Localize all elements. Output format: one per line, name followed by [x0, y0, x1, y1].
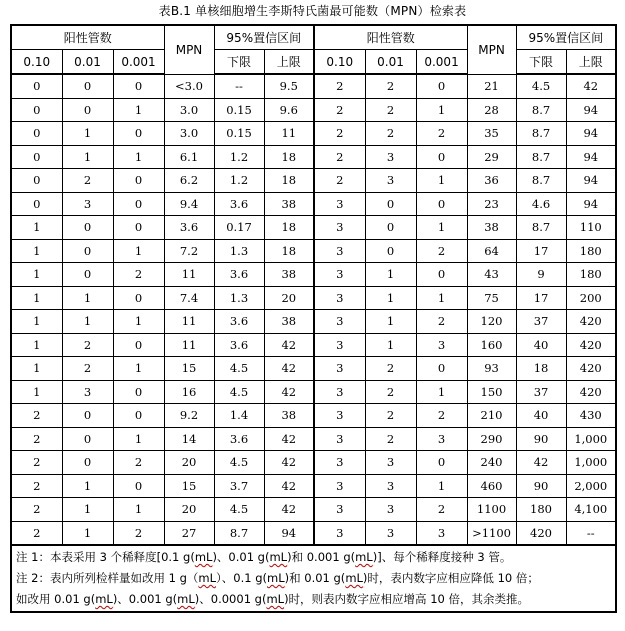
ci-upper-cell: 1,000 [566, 451, 616, 475]
ci-header: 95%置信区间 [214, 25, 314, 50]
table-row [11, 380, 616, 404]
tubes-0.01-cell: 3 [365, 498, 416, 522]
note-2: 注 2：表内所列检样量如改用 1 g（mL）、0.1 g(mL)和 0.01 g(mL)时，表内数字应相应降低 10 倍； [16, 571, 539, 585]
tubes-0.001-cell: 1 [416, 380, 467, 404]
mpn-value-cell: 35 [467, 122, 516, 146]
ci-lower-cell: 8.7 [214, 521, 264, 545]
tubes-0.001-cell: 0 [416, 357, 467, 381]
mpn-value-cell: 16 [164, 380, 214, 404]
ci-lower-cell: 1.2 [214, 169, 264, 193]
ci-upper-cell: 20 [264, 286, 314, 310]
tubes-0.10-cell: 3 [314, 427, 365, 451]
tubes-0.001-cell: 2 [416, 122, 467, 146]
ci-lower-cell: 9 [516, 263, 566, 287]
tubes-0.001-cell: 1 [416, 216, 467, 240]
table-row [11, 474, 616, 498]
ci-lower-cell: 17 [516, 239, 566, 263]
ci-upper-cell: 420 [566, 380, 616, 404]
ci-lower-cell: 4.5 [214, 498, 264, 522]
ci-upper-cell: 430 [566, 404, 616, 428]
ci-upper-cell: 94 [566, 169, 616, 193]
mpn-value-cell: 11 [164, 263, 214, 287]
tubes-0.001-cell: 3 [416, 521, 467, 545]
tubes-0.01-cell: 2 [365, 380, 416, 404]
tubes-0.01-cell: 0 [62, 239, 113, 263]
tubes-0.01-cell: 3 [62, 192, 113, 216]
mpn-value-cell: 3.6 [164, 216, 214, 240]
ci-lower-cell: 0.15 [214, 98, 264, 122]
ci-lower-cell: 4.6 [516, 192, 566, 216]
mpn-value-cell: 15 [164, 357, 214, 381]
lower-limit-header: 下限 [516, 50, 566, 75]
mpn-value-cell: 28 [467, 98, 516, 122]
tubes-0.01-cell: 0 [365, 239, 416, 263]
tubes-0.10-cell: 0 [11, 169, 62, 193]
ci-lower-cell: 3.6 [214, 263, 264, 287]
tubes-0.10-cell: 2 [11, 427, 62, 451]
tubes-0.10-cell: 3 [314, 474, 365, 498]
table-row [11, 74, 616, 98]
mpn-value-cell: 36 [467, 169, 516, 193]
mpn-value-cell: 64 [467, 239, 516, 263]
ci-lower-cell: -- [214, 74, 264, 98]
ci-lower-cell: 3.6 [214, 427, 264, 451]
tubes-0.001-cell: 0 [113, 74, 164, 98]
tubes-0.001-cell: 1 [113, 239, 164, 263]
ci-lower-cell: 17 [516, 286, 566, 310]
table-row [11, 404, 616, 428]
tubes-0.001-cell: 2 [113, 451, 164, 475]
ci-upper-cell: 38 [264, 310, 314, 334]
tubes-0.10-cell: 1 [11, 286, 62, 310]
header-row-1 [11, 25, 616, 50]
ci-lower-cell: 40 [516, 404, 566, 428]
tubes-0.01-cell: 2 [365, 98, 416, 122]
ci-lower-cell: 4.5 [214, 357, 264, 381]
ci-lower-cell: 3.6 [214, 333, 264, 357]
note-1: 注 1：本表采用 3 个稀释度[0.1 g(mL)、0.01 g(mL)和 0.001 g(mL)]、每个稀释度接种 3 管。 [16, 550, 512, 564]
ci-lower-cell: 42 [516, 451, 566, 475]
tubes-0.001-cell: 2 [416, 310, 467, 334]
tubes-0.001-cell: 1 [113, 145, 164, 169]
tubes-0.10-cell: 3 [314, 451, 365, 475]
tubes-0.10-cell: 0 [11, 74, 62, 98]
tubes-0.01-cell: 3 [365, 145, 416, 169]
tubes-0.10-cell: 0 [11, 145, 62, 169]
tubes-0.10-cell: 3 [314, 333, 365, 357]
tubes-0.10-cell: 3 [314, 286, 365, 310]
mpn-value-cell: 1100 [467, 498, 516, 522]
ci-upper-cell: 94 [566, 122, 616, 146]
mpn-value-cell: 7.2 [164, 239, 214, 263]
tubes-0.01-cell: 2 [365, 357, 416, 381]
tubes-0.001-cell: 0 [416, 74, 467, 98]
upper-limit-header: 上限 [264, 50, 314, 75]
mpn-value-cell: 38 [467, 216, 516, 240]
mpn-value-cell: 3.0 [164, 122, 214, 146]
tubes-0.10-cell: 1 [11, 357, 62, 381]
tubes-0.10-cell: 0 [11, 192, 62, 216]
tubes-0.001-cell: 0 [113, 474, 164, 498]
mpn-value-cell: 27 [164, 521, 214, 545]
ci-upper-cell: 38 [264, 404, 314, 428]
ci-lower-cell: 90 [516, 474, 566, 498]
mpn-value-cell: 11 [164, 310, 214, 334]
tubes-0.10-cell: 3 [314, 357, 365, 381]
ci-upper-cell: 94 [566, 98, 616, 122]
tubes-0.10-cell: 2 [11, 521, 62, 545]
tubes-0.01-cell: 0 [365, 216, 416, 240]
table-row [11, 498, 616, 522]
mpn-value-cell: 15 [164, 474, 214, 498]
tubes-0.01-cell: 1 [365, 333, 416, 357]
ci-lower-cell: 8.7 [516, 98, 566, 122]
ci-upper-cell: 420 [566, 310, 616, 334]
ci-header: 95%置信区间 [516, 25, 616, 50]
ci-upper-cell: 200 [566, 286, 616, 310]
ci-lower-cell: 8.7 [516, 122, 566, 146]
tubes-0.10-cell: 2 [314, 122, 365, 146]
ci-lower-cell: 37 [516, 310, 566, 334]
ci-upper-cell: 18 [264, 216, 314, 240]
ci-upper-cell: 42 [264, 474, 314, 498]
tubes-0.001-cell: 0 [113, 286, 164, 310]
mpn-value-cell: 6.2 [164, 169, 214, 193]
tubes-0.01-cell: 2 [62, 333, 113, 357]
tubes-0.10-cell: 1 [11, 333, 62, 357]
tubes-0.01-cell: 0 [62, 98, 113, 122]
ci-upper-cell: 38 [264, 263, 314, 287]
ci-lower-cell: 1.3 [214, 239, 264, 263]
ci-upper-cell: 42 [566, 74, 616, 98]
upper-limit-header: 上限 [566, 50, 616, 75]
tubes-0.01-cell: 1 [62, 498, 113, 522]
tubes-0.01-cell: 1 [62, 122, 113, 146]
table-notes [11, 545, 616, 612]
mpn-value-cell: 20 [164, 498, 214, 522]
table-row [11, 521, 616, 545]
tubes-0.01-cell: 1 [62, 310, 113, 334]
table-row [11, 192, 616, 216]
tubes-0.001-cell: 1 [113, 427, 164, 451]
tubes-0.01-cell: 2 [365, 74, 416, 98]
notes-row [11, 545, 616, 612]
ci-upper-cell: 42 [264, 380, 314, 404]
ci-upper-cell: 42 [264, 427, 314, 451]
tubes-0.001-cell: 0 [416, 145, 467, 169]
ci-lower-cell: 8.7 [516, 169, 566, 193]
tubes-0.001-cell: 0 [113, 192, 164, 216]
ci-lower-cell: 3.6 [214, 310, 264, 334]
tubes-0.10-cell: 1 [11, 216, 62, 240]
tubes-0.001-cell: 2 [416, 239, 467, 263]
mpn-header: MPN [467, 25, 516, 74]
tubes-0.001-cell: 0 [113, 404, 164, 428]
tubes-0.01-cell: 1 [365, 310, 416, 334]
dilution-header: 0.001 [113, 50, 164, 75]
tubes-0.01-cell: 3 [365, 169, 416, 193]
tubes-0.001-cell: 0 [113, 380, 164, 404]
tubes-0.10-cell: 1 [11, 310, 62, 334]
mpn-value-cell: 120 [467, 310, 516, 334]
dilution-header: 0.01 [365, 50, 416, 75]
ci-upper-cell: 42 [264, 498, 314, 522]
tubes-0.001-cell: 2 [113, 263, 164, 287]
tubes-0.10-cell: 3 [314, 239, 365, 263]
mpn-value-cell: 160 [467, 333, 516, 357]
tubes-0.001-cell: 0 [416, 451, 467, 475]
tubes-0.01-cell: 0 [365, 192, 416, 216]
mpn-value-cell: 7.4 [164, 286, 214, 310]
tubes-0.10-cell: 3 [314, 263, 365, 287]
mpn-value-cell: 6.1 [164, 145, 214, 169]
ci-upper-cell: 94 [566, 192, 616, 216]
tubes-0.01-cell: 1 [62, 521, 113, 545]
tubes-0.10-cell: 2 [314, 169, 365, 193]
tubes-0.01-cell: 1 [62, 286, 113, 310]
tubes-0.10-cell: 3 [314, 192, 365, 216]
note-2-continued: 如改用 0.01 g(mL)、0.001 g(mL)、0.0001 g(mL)时，则表内数字应相应增高 10 倍，其余类推。 [16, 592, 529, 606]
tubes-0.10-cell: 3 [314, 404, 365, 428]
ci-upper-cell: -- [566, 521, 616, 545]
tubes-0.001-cell: 1 [416, 98, 467, 122]
table-row [11, 451, 616, 475]
tubes-0.001-cell: 3 [416, 427, 467, 451]
tubes-0.001-cell: 1 [113, 310, 164, 334]
ci-upper-cell: 9.5 [264, 74, 314, 98]
mpn-value-cell: 21 [467, 74, 516, 98]
table-row [11, 239, 616, 263]
mpn-value-cell: 23 [467, 192, 516, 216]
table-title: 表B.1 单核细胞增生李斯特氏菌最可能数（MPN）检索表 [158, 4, 467, 18]
mpn-value-cell: 14 [164, 427, 214, 451]
mpn-value-cell: 75 [467, 286, 516, 310]
tubes-0.10-cell: 0 [11, 98, 62, 122]
tubes-0.10-cell: 2 [314, 98, 365, 122]
tubes-0.01-cell: 3 [62, 380, 113, 404]
ci-lower-cell: 37 [516, 380, 566, 404]
tubes-0.001-cell: 1 [113, 357, 164, 381]
tubes-0.001-cell: 0 [113, 169, 164, 193]
tubes-0.001-cell: 2 [416, 498, 467, 522]
tubes-0.10-cell: 3 [314, 498, 365, 522]
mpn-value-cell: 210 [467, 404, 516, 428]
tubes-0.001-cell: 3 [416, 333, 467, 357]
tubes-0.10-cell: 3 [314, 380, 365, 404]
tubes-0.10-cell: 2 [314, 145, 365, 169]
ci-lower-cell: 0.17 [214, 216, 264, 240]
tubes-0.01-cell: 1 [62, 474, 113, 498]
ci-upper-cell: 1,000 [566, 427, 616, 451]
tubes-0.01-cell: 3 [365, 474, 416, 498]
tubes-0.10-cell: 3 [314, 521, 365, 545]
tubes-0.01-cell: 2 [365, 427, 416, 451]
tubes-0.001-cell: 2 [416, 404, 467, 428]
table-row [11, 122, 616, 146]
table-row [11, 263, 616, 287]
table-row [11, 286, 616, 310]
mpn-value-cell: 11 [164, 333, 214, 357]
tubes-0.001-cell: 0 [416, 192, 467, 216]
ci-lower-cell: 18 [516, 357, 566, 381]
ci-lower-cell: 4.5 [214, 451, 264, 475]
ci-lower-cell: 3.7 [214, 474, 264, 498]
mpn-value-cell: 29 [467, 145, 516, 169]
tubes-0.01-cell: 2 [365, 122, 416, 146]
ci-upper-cell: 18 [264, 169, 314, 193]
table-row [11, 427, 616, 451]
tubes-0.10-cell: 3 [314, 216, 365, 240]
ci-lower-cell: 1.4 [214, 404, 264, 428]
ci-upper-cell: 420 [566, 333, 616, 357]
tubes-0.001-cell: 2 [113, 521, 164, 545]
tubes-0.01-cell: 3 [365, 521, 416, 545]
lower-limit-header: 下限 [214, 50, 264, 75]
header-row-2 [11, 50, 616, 75]
table-row [11, 310, 616, 334]
tubes-0.01-cell: 2 [365, 404, 416, 428]
ci-lower-cell: 3.6 [214, 192, 264, 216]
ci-lower-cell: 8.7 [516, 216, 566, 240]
ci-upper-cell: 180 [566, 239, 616, 263]
ci-upper-cell: 42 [264, 333, 314, 357]
tubes-0.01-cell: 0 [62, 427, 113, 451]
table-row [11, 169, 616, 193]
ci-upper-cell: 18 [264, 145, 314, 169]
mpn-value-cell: 20 [164, 451, 214, 475]
mpn-value-cell: 9.2 [164, 404, 214, 428]
tubes-0.10-cell: 0 [11, 122, 62, 146]
tubes-0.01-cell: 0 [62, 216, 113, 240]
ci-upper-cell: 18 [264, 239, 314, 263]
mpn-value-cell: 150 [467, 380, 516, 404]
ci-upper-cell: 110 [566, 216, 616, 240]
tubes-0.01-cell: 1 [365, 286, 416, 310]
ci-lower-cell: 180 [516, 498, 566, 522]
tubes-0.10-cell: 2 [314, 74, 365, 98]
ci-upper-cell: 42 [264, 451, 314, 475]
mpn-value-cell: <3.0 [164, 74, 214, 98]
ci-lower-cell: 1.2 [214, 145, 264, 169]
ci-lower-cell: 4.5 [214, 380, 264, 404]
ci-lower-cell: 8.7 [516, 145, 566, 169]
table-row [11, 145, 616, 169]
ci-upper-cell: 38 [264, 192, 314, 216]
positive-tubes-header: 阳性管数 [314, 25, 467, 50]
ci-lower-cell: 1.3 [214, 286, 264, 310]
tubes-0.10-cell: 2 [11, 451, 62, 475]
tubes-0.01-cell: 0 [62, 404, 113, 428]
tubes-0.01-cell: 0 [62, 74, 113, 98]
table-row [11, 333, 616, 357]
mpn-value-cell: 3.0 [164, 98, 214, 122]
tubes-0.001-cell: 0 [113, 333, 164, 357]
tubes-0.10-cell: 3 [314, 310, 365, 334]
mpn-value-cell: 9.4 [164, 192, 214, 216]
ci-lower-cell: 90 [516, 427, 566, 451]
tubes-0.10-cell: 2 [11, 498, 62, 522]
tubes-0.01-cell: 0 [62, 263, 113, 287]
tubes-0.10-cell: 1 [11, 263, 62, 287]
tubes-0.001-cell: 0 [113, 216, 164, 240]
mpn-header: MPN [164, 25, 214, 74]
mpn-value-cell: 93 [467, 357, 516, 381]
tubes-0.10-cell: 1 [11, 239, 62, 263]
tubes-0.001-cell: 0 [416, 263, 467, 287]
mpn-value-cell: 43 [467, 263, 516, 287]
tubes-0.01-cell: 3 [365, 451, 416, 475]
ci-upper-cell: 2,000 [566, 474, 616, 498]
ci-lower-cell: 420 [516, 521, 566, 545]
dilution-header: 0.10 [314, 50, 365, 75]
table-row [11, 216, 616, 240]
tubes-0.001-cell: 1 [113, 98, 164, 122]
ci-upper-cell: 42 [264, 357, 314, 381]
tubes-0.01-cell: 2 [62, 169, 113, 193]
tubes-0.001-cell: 1 [113, 498, 164, 522]
tubes-0.01-cell: 1 [62, 145, 113, 169]
ci-upper-cell: 94 [566, 145, 616, 169]
tubes-0.01-cell: 1 [365, 263, 416, 287]
dilution-header: 0.10 [11, 50, 62, 75]
dilution-header: 0.01 [62, 50, 113, 75]
ci-lower-cell: 4.5 [516, 74, 566, 98]
ci-upper-cell: 94 [264, 521, 314, 545]
dilution-header: 0.001 [416, 50, 467, 75]
ci-upper-cell: 180 [566, 263, 616, 287]
tubes-0.10-cell: 1 [11, 380, 62, 404]
positive-tubes-header: 阳性管数 [11, 25, 164, 50]
tubes-0.10-cell: 2 [11, 474, 62, 498]
table-row [11, 98, 616, 122]
tubes-0.01-cell: 2 [62, 357, 113, 381]
tubes-0.01-cell: 0 [62, 451, 113, 475]
mpn-value-cell: 240 [467, 451, 516, 475]
ci-upper-cell: 11 [264, 122, 314, 146]
ci-upper-cell: 9.6 [264, 98, 314, 122]
mpn-value-cell: 460 [467, 474, 516, 498]
ci-lower-cell: 0.15 [214, 122, 264, 146]
tubes-0.001-cell: 1 [416, 286, 467, 310]
ci-upper-cell: 420 [566, 357, 616, 381]
tubes-0.001-cell: 1 [416, 169, 467, 193]
tubes-0.001-cell: 1 [416, 474, 467, 498]
ci-upper-cell: 4,100 [566, 498, 616, 522]
tubes-0.10-cell: 2 [11, 404, 62, 428]
tubes-0.001-cell: 0 [113, 122, 164, 146]
mpn-value-cell: >1100 [467, 521, 516, 545]
ci-lower-cell: 40 [516, 333, 566, 357]
mpn-table [10, 24, 617, 613]
table-row [11, 357, 616, 381]
mpn-value-cell: 290 [467, 427, 516, 451]
